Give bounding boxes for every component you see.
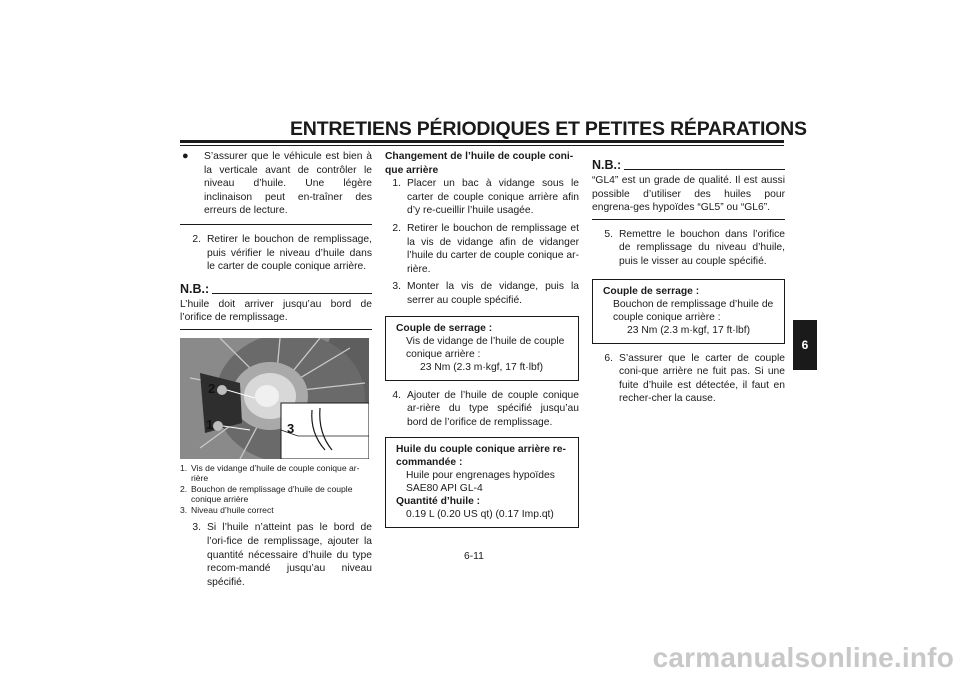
caption-text: Vis de vidange d’huile de couple conique ar-rière [191, 462, 360, 484]
step-3 [385, 280, 579, 307]
note-text: L’huile doit arriver jusqu’au bord de l’orifice de remplissage. [180, 298, 372, 324]
step-number: 2. [192, 233, 201, 245]
watermark: carmanualsonline.info [652, 642, 954, 673]
caption-item [180, 463, 372, 484]
title-rule-thin [180, 145, 784, 146]
divider [180, 329, 372, 330]
step-text: Monter la vis de vidange, puis la serrer au couple spécifié. [407, 281, 579, 306]
step-text: Si l’huile n’atteint pas le bord de l’ori-fice de remplissage, ajouter la quantité nécessaire d’huile du type recom-mandé jusqu’au niveau spécifié. [207, 522, 372, 588]
step-number: 2. [392, 222, 401, 234]
photo-label-2: 2 [208, 380, 216, 396]
bullet-item [180, 150, 372, 218]
spec-item: SAE80 API GL-4 [406, 483, 483, 495]
bullet-icon: ● [182, 150, 189, 162]
step-4 [385, 389, 579, 430]
step-number: 1. [392, 178, 401, 190]
note-header [180, 282, 372, 296]
note-label: N.B.: [592, 158, 622, 172]
spec-value: 23 Nm (2.3 m·kgf, 17 ft·lbf) [627, 324, 751, 336]
gearcase-photo [180, 338, 369, 459]
column-right [592, 150, 785, 410]
caption-number: 2. [180, 483, 188, 494]
spec-title: Couple de serrage : [396, 322, 493, 334]
step-text: Retirer le bouchon de remplissage, puis vérifier le niveau d’huile dans le carter de couple conique arrière. [207, 233, 372, 273]
spec-item: Huile pour engrenages hypoïdes [406, 470, 555, 482]
divider [592, 219, 785, 220]
step-number: 3. [192, 522, 201, 534]
step-6 [592, 352, 785, 406]
torque-spec-box [592, 279, 785, 344]
column-left [180, 150, 372, 593]
note-label: N.B.: [180, 281, 210, 296]
spec-title: Quantité d’huile : [396, 496, 481, 508]
title-rule [180, 140, 784, 143]
step-text: Placer un bac à vidange sous le carter de couple conique arrière afin d’y re-cueillir l’huile usagée. [407, 178, 579, 217]
bullet-text: S’assurer que le véhicule est bien à la verticale avant de contrôler le niveau d’huile. Une légère inclinaison peut en-traîner des erreurs de lecture. [204, 151, 372, 217]
step-2 [385, 222, 579, 276]
step-number: 5. [604, 228, 613, 240]
spec-item: Bouchon de remplissage d’huile de couple conique arrière : [613, 298, 774, 323]
section-heading: Changement de l’huile de couple coni-que arrière [385, 151, 574, 176]
page-title: ENTRETIENS PÉRIODIQUES ET PETITES RÉPARATIONS [290, 118, 807, 140]
spec-title: Couple de serrage : [603, 285, 700, 297]
caption-text: Niveau d’huile correct [191, 504, 274, 515]
spec-value: 23 Nm (2.3 m·kgf, 17 ft·lbf) [420, 361, 544, 373]
photo-label-3: 3 [287, 420, 295, 436]
caption-text: Bouchon de remplissage d’huile de couple conique arrière [191, 483, 353, 505]
photo-label-1: 1 [206, 416, 214, 432]
step-text: S’assurer que le carter de couple coni-que arrière ne fuit pas. Si une fuite d’huile est détectée, il faut en recher-cher la cause. [619, 352, 785, 405]
spec-item: Vis de vidange de l’huile de couple conique arrière : [406, 335, 565, 360]
spec-value: 0.19 L (0.20 US qt) (0.17 Imp.qt) [406, 509, 554, 521]
step-text: Retirer le bouchon de remplissage et la vis de vidange afin de vidanger l’huile du carter de couple conique ar-rière. [407, 222, 579, 275]
step-5 [592, 228, 785, 269]
note-rule [212, 293, 372, 294]
caption-number: 1. [180, 462, 188, 473]
step-2 [180, 233, 372, 274]
figure-captions [180, 463, 372, 516]
note-header [592, 158, 785, 172]
torque-spec-box [385, 316, 579, 381]
caption-item [180, 505, 372, 516]
step-number: 3. [392, 281, 401, 293]
page-number: 6-11 [464, 551, 484, 562]
column-middle [385, 150, 579, 536]
oil-spec-box [385, 437, 579, 528]
caption-item [180, 484, 372, 505]
divider [180, 224, 372, 225]
step-text: Ajouter de l’huile de couple conique ar-rière du type spécifié jusqu’au bord de l’orifice de remplissage. [407, 389, 579, 428]
gearcase-illustration [180, 338, 369, 459]
note-text: “GL4” est un grade de qualité. Il est aussi possible d’utiliser des huiles pour engrena-ges hypoïdes “GL5” ou “GL6”. [592, 175, 785, 214]
step-3 [180, 521, 372, 589]
spec-title: Huile du couple conique arrière re-commandée : [396, 444, 566, 469]
note-rule [624, 169, 785, 170]
caption-number: 3. [180, 504, 188, 515]
step-1 [385, 177, 579, 218]
step-text: Remettre le bouchon dans l’orifice de remplissage du niveau d’huile, puis le visser au couple spécifié. [619, 228, 785, 267]
chapter-tab: 6 [793, 320, 817, 370]
step-number: 6. [604, 352, 613, 364]
step-number: 4. [392, 389, 401, 401]
